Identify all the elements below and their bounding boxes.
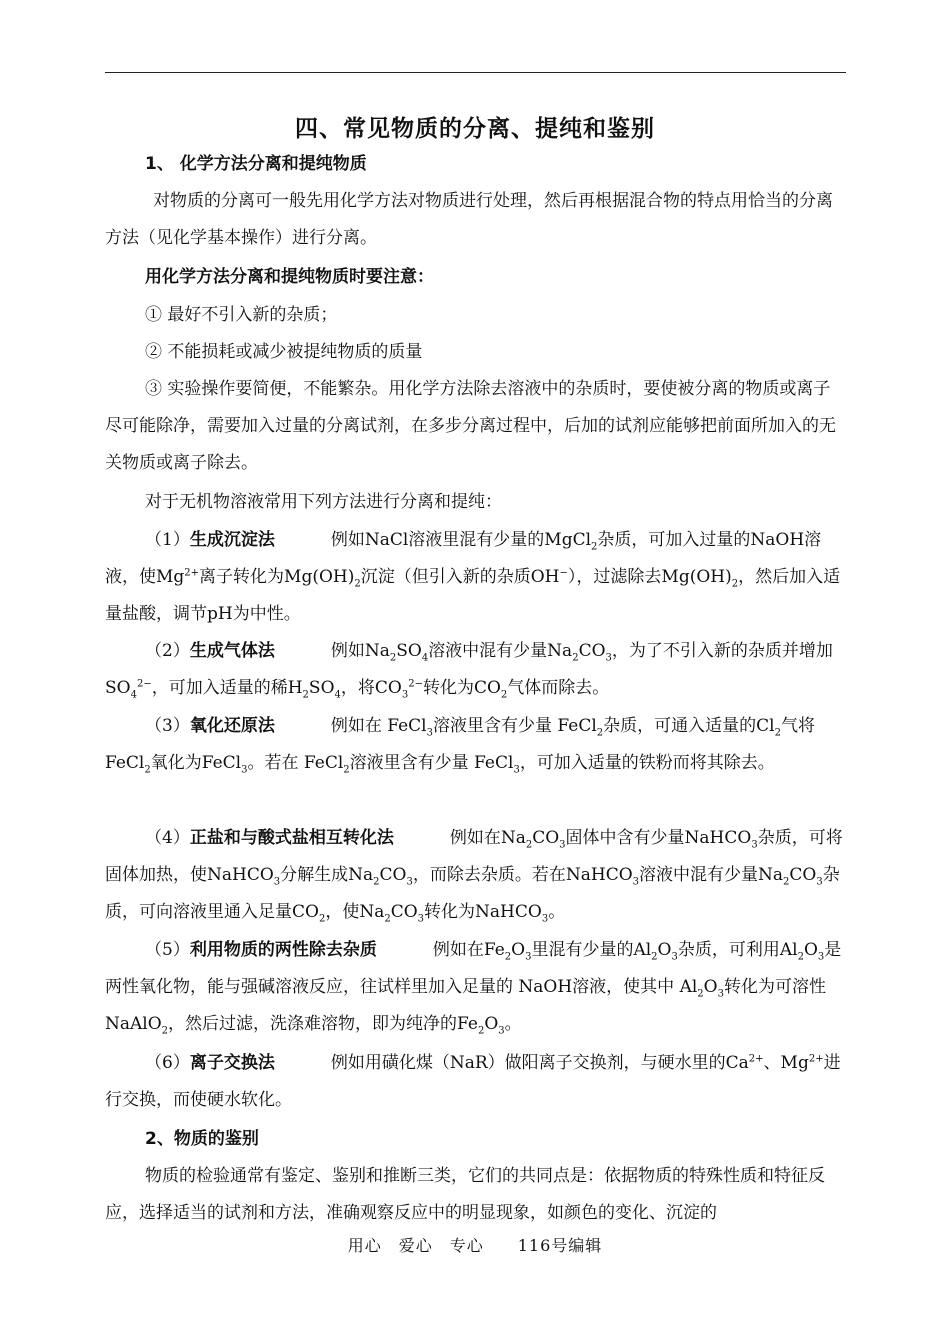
method-4	[105, 820, 846, 931]
note-3: ③ 实验操作要简便，不能繁杂。用化学方法除去溶液中的杂质时，要使被分离的物质或离子尽可能除净，需要加入过量的分离试剂，在多步分离过程中，后加的试剂应能够把前面所加入的无关物质或离子除去。	[105, 379, 836, 473]
method-text: 例如在 FeCl	[330, 716, 427, 736]
subscript: 2	[504, 951, 512, 963]
subscript: 3	[671, 951, 678, 963]
method-text: 溶液里含有少量 FeCl	[349, 753, 514, 773]
subscript: 2	[500, 689, 508, 701]
subscript: 3	[605, 652, 612, 664]
methods-intro: 对于无机物溶液常用下列方法进行分离和提纯：	[145, 492, 502, 512]
method-number: （1）	[145, 530, 190, 550]
method-text: 转化为NaHCO	[424, 902, 542, 922]
method-text: 。	[548, 902, 566, 922]
subscript: 2	[389, 652, 397, 664]
method-1	[105, 522, 846, 633]
method-text: ，将CO	[340, 678, 402, 698]
method-text: CO	[578, 641, 606, 661]
subscript: 2	[318, 913, 326, 925]
method-text: 沉淀（但引入新的杂质OH	[360, 567, 560, 587]
subscript: 2	[572, 652, 579, 664]
method-text: 例如NaCl溶液里混有少量的MgCl	[330, 530, 592, 550]
method-2	[105, 633, 846, 707]
superscript: 2+	[748, 1053, 764, 1065]
subscript: 2	[774, 727, 781, 739]
method-text: 、Mg	[763, 1053, 809, 1073]
method-text: O	[703, 977, 718, 997]
method-text: 是两性氧化物，能与强碱溶液反应，往试样里加入足量的 NaOH溶液，使其中 Al	[105, 940, 842, 997]
subscript: 3	[632, 876, 640, 888]
subscript: 2	[343, 764, 350, 776]
subscript: 2	[354, 578, 361, 590]
method-text: O	[657, 940, 672, 960]
subscript: 3	[406, 876, 413, 888]
method-number: （6）	[145, 1053, 190, 1073]
subscript: 3	[751, 839, 758, 851]
subscript: 2	[591, 541, 598, 553]
subscript: 2	[697, 988, 704, 1000]
page-footer: 用心 爱心 专心 116号编辑	[347, 1236, 603, 1255]
method-text: 杂质，可向溶液里通入足量CO	[105, 865, 840, 922]
subscript: 4	[334, 689, 341, 701]
method-text: 杂质，可加入过量的NaOH溶液，使Mg	[105, 530, 822, 587]
method-text: CO	[789, 865, 817, 885]
method-text: 固体中含有少量NaHCO	[565, 828, 752, 848]
method-number: （2）	[145, 641, 190, 661]
subscript: 2	[783, 876, 790, 888]
superscript: 2+	[184, 567, 200, 579]
subscript: 4	[421, 652, 429, 664]
subscript: 3	[816, 876, 823, 888]
subscript: 3	[541, 913, 549, 925]
subscript: 2	[161, 1025, 169, 1037]
method-text: O	[511, 940, 526, 960]
subscript: 3	[417, 913, 425, 925]
superscript: 2−	[136, 678, 152, 690]
section-2-heading: 2、物质的鉴别	[145, 1129, 259, 1149]
subscript: 2	[302, 689, 309, 701]
subscript: 2	[144, 764, 151, 776]
note-2: ② 不能损耗或减少被提纯物质的质量	[145, 342, 423, 362]
section-2-text: 物质的检验通常有鉴定、鉴别和推断三类，它们的共同点是：依据物质的特殊性质和特征反应，选择适当的试剂和方法，准确观察反应中的明显现象，如颜色的变化、沉淀的	[105, 1166, 825, 1223]
method-text: ，而除去杂质。若在NaHCO	[412, 865, 633, 885]
method-text: 分解生成Na	[280, 865, 374, 885]
method-5	[105, 932, 846, 1043]
superscript: −	[559, 567, 568, 579]
method-text: SO	[308, 678, 335, 698]
subscript: 3	[817, 951, 825, 963]
method-text: O	[803, 940, 818, 960]
subscript: 3	[717, 988, 724, 1000]
method-text: 溶液中混有少量Na	[428, 641, 573, 661]
method-text: 例如用磺化煤（NaR）做阳离子交换剂，与硬水里的Ca	[330, 1053, 749, 1073]
page-title: 四、常见物质的分离、提纯和鉴别	[295, 115, 655, 142]
method-text: 杂质，可通入适量的Cl	[603, 716, 775, 736]
method-text: 杂质，可利用Al	[677, 940, 798, 960]
method-text: ，可加入适量的铁粉而将其除去。	[519, 753, 775, 773]
method-text: ），过滤除去Mg(OH)	[567, 567, 732, 587]
method-text: 离子转化为Mg(OH)	[199, 567, 355, 587]
method-text: 例如Na	[330, 641, 390, 661]
subscript: 3	[426, 727, 433, 739]
method-text: 杂质，可将固体加热，使NaHCO	[105, 828, 843, 885]
subscript: 3	[401, 689, 409, 701]
method-name: 生成气体法	[189, 641, 275, 661]
section-1-intro: 对物质的分离可一般先用化学方法对物质进行处理，然后再根据混合物的特点用恰当的分离方法（见化学基本操作）进行分离。	[105, 191, 833, 248]
superscript: 2+	[808, 1053, 824, 1065]
subscript: 4	[130, 689, 137, 701]
method-name: 生成沉淀法	[189, 530, 275, 550]
subscript: 2	[596, 727, 604, 739]
subscript: 3	[241, 764, 248, 776]
method-text: O	[484, 1014, 499, 1034]
subscript: 2	[525, 839, 533, 851]
subscript: 3	[498, 1025, 505, 1037]
subscript: 3	[525, 951, 532, 963]
subscript: 2	[384, 913, 391, 925]
method-name: 氧化还原法	[189, 716, 275, 736]
method-text: ，为了不引入新的杂质并增加SO	[105, 641, 833, 698]
note-1: ① 最好不引入新的杂质；	[145, 305, 338, 325]
method-text: 进行交换，而使硬水软化。	[105, 1053, 841, 1110]
method-number: （3）	[145, 716, 190, 736]
subscript: 2	[651, 951, 658, 963]
method-text: CO	[379, 865, 407, 885]
method-text: 。若在 FeCl	[247, 753, 344, 773]
method-text: 里混有少量的Al	[531, 940, 652, 960]
method-text: 转化为可溶性 NaAlO	[105, 977, 826, 1034]
method-text: 气将FeCl	[105, 716, 815, 773]
subscript: 2	[477, 1025, 485, 1037]
method-text: SO	[396, 641, 422, 661]
method-name: 利用物质的两性除去杂质	[189, 940, 377, 960]
subscript: 3	[513, 764, 520, 776]
method-text: CO	[532, 828, 560, 848]
method-name: 离子交换法	[189, 1053, 275, 1073]
method-text: ，然后加入适量盐酸，调节pH为中性。	[105, 567, 841, 624]
method-text: 溶液中混有少量Na	[639, 865, 784, 885]
method-text: 氧化为FeCl	[150, 753, 242, 773]
header-rule	[105, 72, 846, 73]
subscript: 3	[273, 876, 281, 888]
method-name: 正盐和与酸式盐相互转化法	[189, 828, 394, 848]
method-3	[105, 708, 846, 782]
method-6	[105, 1045, 846, 1119]
method-text: ，然后过滤，洗涤难溶物，即为纯净的Fe	[168, 1014, 478, 1034]
method-text: ，使Na	[325, 902, 385, 922]
subscript: 2	[731, 578, 739, 590]
subscript: 2	[797, 951, 804, 963]
method-text: 气体而除去。	[507, 678, 610, 698]
method-number: （5）	[145, 940, 190, 960]
subscript: 3	[559, 839, 566, 851]
method-text: CO	[390, 902, 418, 922]
method-text: 例如在Na	[449, 828, 526, 848]
method-text: ，可加入适量的稀H	[151, 678, 303, 698]
method-text: 。	[504, 1014, 522, 1034]
superscript: 2−	[408, 678, 423, 690]
section-1-heading: 1、 化学方法分离和提纯物质	[145, 154, 367, 174]
method-number: （4）	[145, 828, 190, 848]
method-text: 例如在Fe	[432, 940, 505, 960]
subscript: 2	[373, 876, 380, 888]
notes-heading: 用化学方法分离和提纯物质时要注意：	[145, 267, 434, 287]
method-text: 转化为CO	[422, 678, 501, 698]
method-text: 溶液里含有少量 FeCl	[432, 716, 597, 736]
